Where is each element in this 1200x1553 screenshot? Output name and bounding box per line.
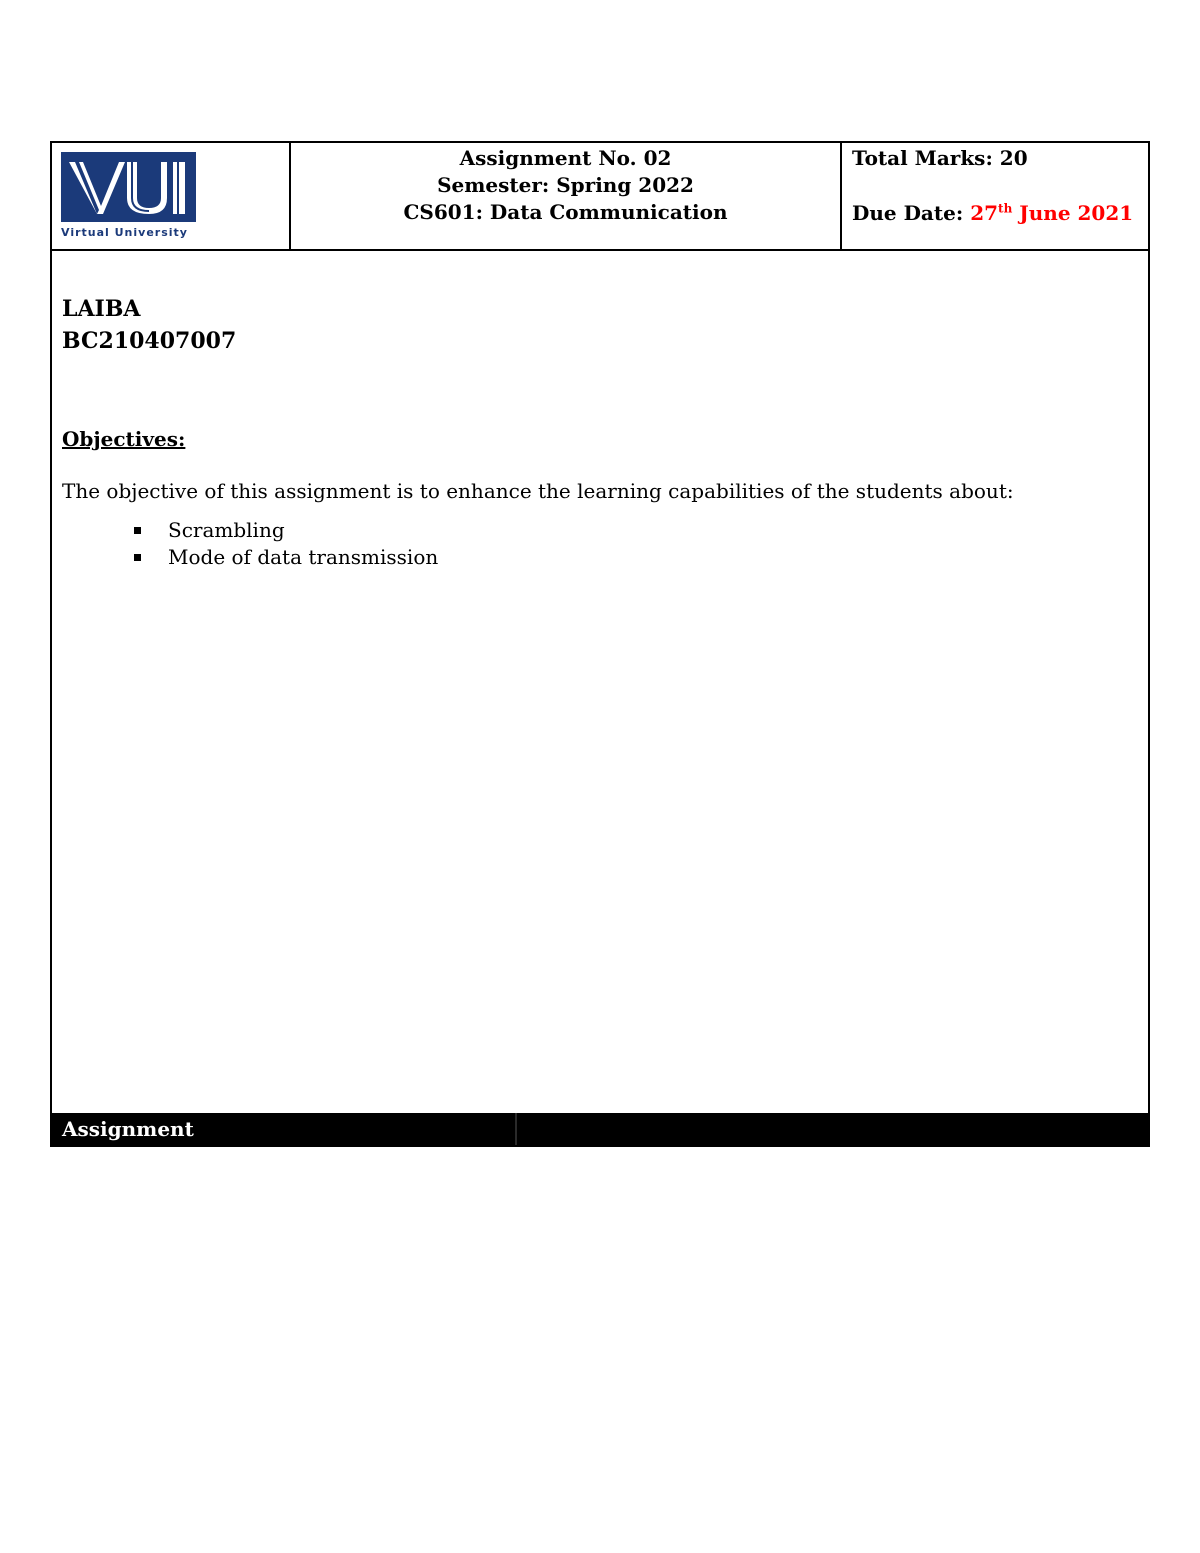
square-bullet-icon	[134, 554, 141, 561]
due-date-day-suffix: th	[998, 201, 1013, 216]
vu-logo	[61, 152, 197, 242]
vu-logo-mark	[61, 152, 196, 222]
footer-label: Assignment	[62, 1117, 194, 1141]
student-name: LAIBA	[62, 296, 141, 322]
footer-bar	[52, 1113, 1148, 1145]
total-marks: Total Marks: 20	[852, 146, 1028, 170]
due-date-label: Due Date:	[852, 201, 971, 225]
due-date-rest: June 2021	[1012, 201, 1134, 225]
assignment-frame	[50, 141, 1150, 1147]
due-date-day: 27	[970, 201, 999, 225]
title-cell	[291, 143, 842, 249]
objectives-heading: Objectives:	[62, 427, 186, 451]
list-item	[132, 544, 1132, 571]
objectives-list	[62, 517, 1132, 571]
body-area	[62, 293, 1132, 571]
marks-cell	[842, 143, 1148, 249]
due-date	[852, 200, 1148, 227]
assignment-number: Assignment No. 02	[459, 146, 672, 170]
logo-cell	[52, 143, 291, 249]
square-bullet-icon	[134, 527, 141, 534]
vu-logo-icon	[61, 152, 196, 222]
course-title: CS601: Data Communication	[403, 200, 728, 224]
header-row	[52, 143, 1148, 251]
footer-divider	[515, 1113, 517, 1145]
semester: Semester: Spring 2022	[437, 173, 694, 197]
list-item-label: Mode of data transmission	[168, 545, 439, 569]
student-id: BC210407007	[62, 328, 237, 354]
objective-text: The objective of this assignment is to enhance the learning capabilities of the students about:	[62, 479, 1014, 503]
list-item	[132, 517, 1132, 544]
list-item-label: Scrambling	[168, 518, 285, 542]
vu-logo-caption: Virtual University	[61, 226, 188, 239]
